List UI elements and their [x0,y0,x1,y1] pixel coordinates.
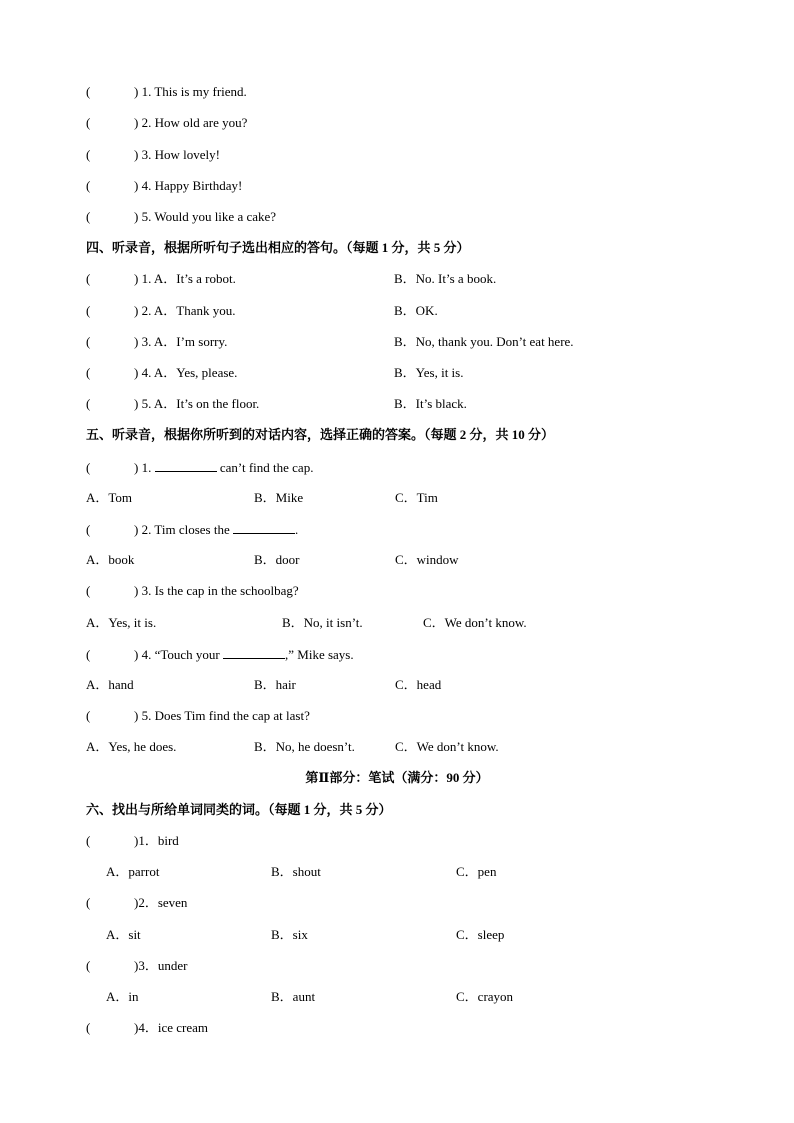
part4-item-2-option-b: B．OK. [394,303,438,318]
part5-q2-option-c: C．window [395,552,459,567]
part3-item-1: ( ) 1. This is my friend. [86,84,247,99]
answer-blank [223,646,285,659]
part3-item-3: ( ) 3. How lovely! [86,147,220,162]
part4-heading: 四、听录音，根据所听句子选出相应的答句。（每题 1 分，共 5 分） [86,240,470,255]
part6-q3-option-a: A．in [106,989,139,1004]
part5-q3-option-b: B．No, it isn’t. [282,615,363,630]
part6-q2-option-b: B．six [271,927,308,942]
part5-question-2: ( ) 2. Tim closes the . [86,522,299,537]
part5-q5-option-c: C．We don’t know. [395,739,499,754]
part6-item-1: ( )1．bird [86,833,179,848]
part4-item-3: ( ) 3. A．I’m sorry. [86,334,228,349]
part5-q5-option-b: B．No, he doesn’t. [254,739,355,754]
part5-q4-option-b: B．hair [254,677,296,692]
part6-q1-option-c: C．pen [456,864,497,879]
part4-item-3-option-b: B．No, thank you. Don’t eat here. [394,334,574,349]
part5-q4-option-a: A．hand [86,677,134,692]
part4-item-5: ( ) 5. A．It’s on the floor. [86,396,260,411]
answer-blank [155,459,217,472]
part6-q2-option-a: A．sit [106,927,141,942]
part6-q1-option-b: B．shout [271,864,321,879]
part4-item-1-option-b: B．No. It’s a book. [394,271,497,286]
part6-heading: 六、找出与所给单词同类的词。（每题 1 分，共 5 分） [86,802,392,817]
part5-q5-option-a: A．Yes, he does. [86,739,177,754]
part5-q1-option-a: A．Tom [86,490,133,505]
part5-question-5: ( ) 5. Does Tim find the cap at last? [86,708,310,723]
part3-item-5: ( ) 5. Would you like a cake? [86,209,277,224]
part5-question-4: ( ) 4. “Touch your ,” Mike says. [86,647,354,662]
part4-item-2: ( ) 2. A．Thank you. [86,303,236,318]
part6-q3-option-b: B．aunt [271,989,316,1004]
part6-q3-option-c: C．crayon [456,989,514,1004]
part4-item-1: ( ) 1. A．It’s a robot. [86,271,236,286]
part5-question-1: ( ) 1. can’t find the cap. [86,460,314,475]
part5-q1-option-c: C．Tim [395,490,438,505]
part3-item-2: ( ) 2. How old are you? [86,115,248,130]
part6-q2-option-c: C．sleep [456,927,505,942]
part4-item-4-option-b: B．Yes, it is. [394,365,464,380]
part4-item-4: ( ) 4. A．Yes, please. [86,365,238,380]
part5-question-3: ( ) 3. Is the cap in the schoolbag? [86,583,299,598]
section-title: 第Ⅱ部分：笔试（满分：90 分） [305,770,489,785]
part5-q2-option-b: B．door [254,552,300,567]
part5-q3-option-a: A．Yes, it is. [86,615,157,630]
part5-q3-option-c: C．We don’t know. [423,615,527,630]
part5-q4-option-c: C．head [395,677,442,692]
part5-heading: 五、听录音，根据你所听到的对话内容，选择正确的答案。（每题 2 分，共 10 分） [86,427,555,442]
part5-q2-option-a: A．book [86,552,135,567]
part6-item-3: ( )3．under [86,958,188,973]
part6-item-2: ( )2．seven [86,895,188,910]
part3-item-4: ( ) 4. Happy Birthday! [86,178,243,193]
part6-q1-option-a: A．parrot [106,864,160,879]
part4-item-5-option-b: B．It’s black. [394,396,467,411]
answer-blank [233,521,295,534]
part6-item-4: ( )4．ice cream [86,1020,208,1035]
part5-q1-option-b: B．Mike [254,490,304,505]
